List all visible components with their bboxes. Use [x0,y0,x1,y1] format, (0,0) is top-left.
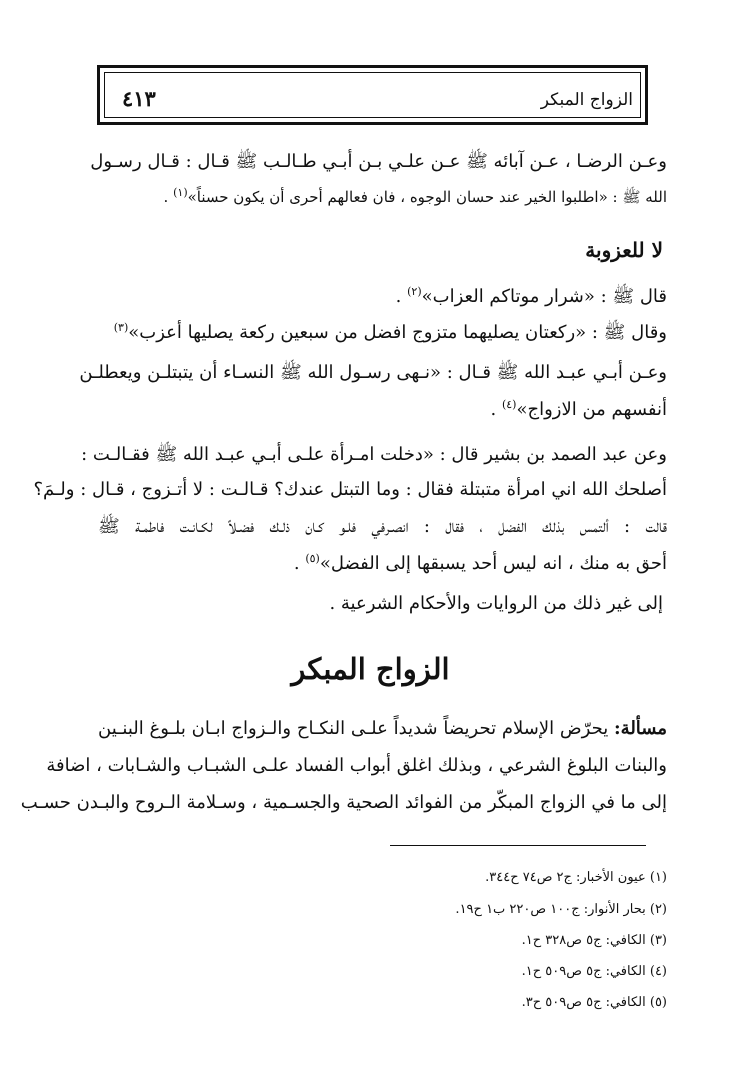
section-title: الزواج المبكر [291,652,450,686]
running-header-title: الزواج المبكر [540,90,633,110]
footnote-1: (١) عيون الأخبار: ج٢ ص٧٤ ح٣٤٤. [485,870,667,885]
footnote-ref-1: (١) [173,186,188,199]
quote2-text: وقال ﷺ : «ركعتان يصليهما متزوج افضل من سبعين ركعة يصليها أعزب» [128,322,667,343]
quote4-line2: أصلحك الله اني امرأة متبتلة فقال : وما التبتل عندك؟ قـالـت : لا أتـزوج ، قـال : ولـمَ؟ [33,479,667,500]
footnote-ref-4: (٤) [501,398,517,411]
quote3-end: . [490,399,497,420]
heading-no-celibacy: لا للعزوبة [585,238,663,262]
quote4-line4-text: أحق به منك ، انه ليس أحد يسبقها إلى الفضل» [319,553,667,574]
quote1-text: قال ﷺ : «شرار موتاكم العزاب» [421,286,667,307]
quote4-end: . [293,553,300,574]
quote3-line1: وعـن أبـي عبـد الله ﷺ قـال : «نـهى رسـول الله ﷺ النسـاء أن يتبتلـن ويعطلـن [79,362,667,383]
issue-line1 [98,718,667,739]
closing-line: إلى غير ذلك من الروايات والأحكام الشرعية . [329,593,663,614]
quote4-line3: قالت : ألتمس بذلك الفضل ، فقال : انصـرفي فلـو كـان ذلـك فضـلاً لكـانـت فاطمـة ﷺ [98,516,667,537]
quote1 [396,285,667,311]
issue-label: مسألة: [614,718,667,739]
page-number: ٤١٣ [122,86,156,111]
paragraph1-line2 [164,186,667,210]
quote1-end: . [395,286,402,307]
quote3-line2-text: أنفسهم من الازواج» [516,399,667,420]
quote4-line4 [294,552,667,574]
quote3-line2 [490,398,667,420]
footnote-ref-2: (٢) [407,285,422,298]
footnote-ref-3: (٣) [113,321,129,334]
issue-line1-text: يحرّض الإسلام تحريضاً شديداً علـى النكـاح والـزواج ابـان بلـوغ البنـين [98,718,609,739]
paragraph1-line1: وعـن الرضـا ، عـن آبائه ﷺ عـن علـي بـن أبـي طـالـب ﷺ قـال : قـال رسـول [90,151,667,172]
issue-line3: إلى ما في الزواج المبكّر من الفوائد الصحية والجسـمية ، وسـلامة الـروح والبـدن حسـب [20,792,667,813]
footnote-2: (٢) بحار الأنوار: ج١٠٠ ص٢٢٠ ب١ ح١٩. [455,902,667,917]
footnote-3: (٣) الكافي: ج٥ ص٣٢٨ ح١. [521,933,667,948]
footnote-4: (٤) الكافي: ج٥ ص٥٠٩ ح١. [521,964,667,979]
quote4-line1: وعن عبد الصمد بن بشير قال : «دخلت امـرأة علـى أبـي عبـد الله ﷺ فقـالـت : [81,444,667,465]
paragraph1-line2-text: الله ﷺ : «اطلبوا الخير عند حسان الوجوه ، فان فعالهم أحرى أن يكون حسناً» [187,188,667,206]
paragraph1-end: . [163,188,169,206]
issue-line2: والبنات البلوغ الشرعي ، وبذلك اغلق أبواب الفساد علـى الشبـاب والشـابات ، اضافة [46,755,667,776]
footnote-ref-5: (٥) [305,552,320,565]
footnote-separator [390,845,646,846]
footnote-5: (٥) الكافي: ج٥ ص٥٠٩ ح٣. [521,995,667,1010]
quote2 [114,321,667,347]
page-header-frame [97,65,648,125]
